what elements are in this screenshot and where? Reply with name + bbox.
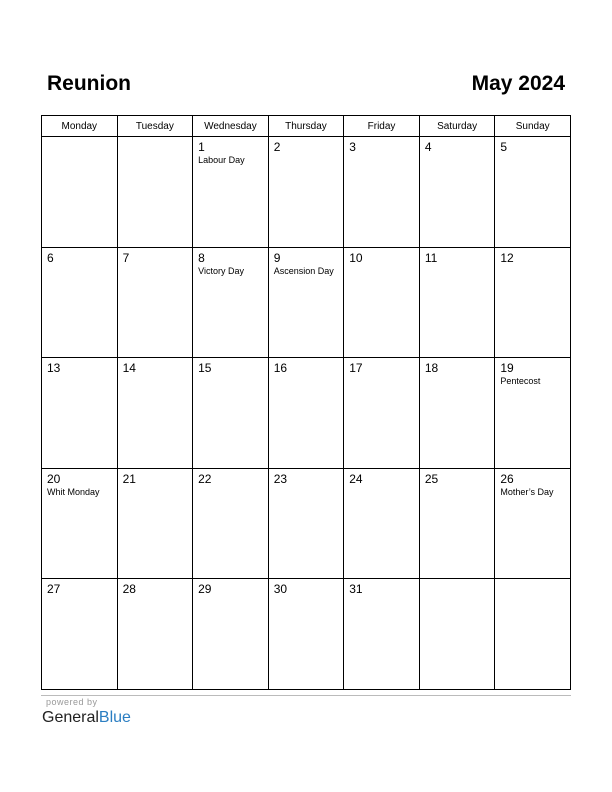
day-number: 21 [122, 471, 136, 486]
day-cell [344, 468, 420, 579]
day-cell [344, 579, 420, 690]
day-cell [419, 468, 495, 579]
day-cell [117, 247, 193, 358]
week-row [42, 468, 571, 579]
region-title: Reunion [47, 72, 131, 95]
day-cell [42, 358, 118, 469]
day-number: 22 [198, 471, 212, 486]
day-number: 28 [122, 582, 136, 596]
calendar-grid [41, 115, 571, 690]
day-cell [117, 137, 193, 248]
day-number: 15 [198, 361, 212, 375]
holiday-label: Whit Monday [47, 486, 100, 497]
day-cell [42, 137, 118, 248]
day-number: 8 [198, 250, 205, 265]
day-cell [419, 247, 495, 358]
day-cell [42, 247, 118, 358]
day-cell [193, 468, 269, 579]
day-cell [268, 579, 344, 690]
week-row [42, 247, 571, 358]
day-cell [193, 247, 269, 358]
day-cell [268, 358, 344, 469]
day-cell [419, 358, 495, 469]
day-number: 12 [500, 250, 514, 265]
day-number: 16 [273, 361, 288, 375]
day-number: 25 [424, 471, 439, 486]
day-cell [344, 137, 420, 248]
day-number: 19 [500, 361, 514, 375]
day-cell [419, 579, 495, 690]
day-number: 18 [424, 361, 439, 375]
day-cell [117, 468, 193, 579]
day-cell [344, 358, 420, 469]
day-cell [117, 579, 193, 690]
day-cell [193, 358, 269, 469]
holiday-label: Ascension Day [273, 265, 334, 276]
day-number: 1 [198, 140, 205, 154]
day-cell [193, 579, 269, 690]
day-cell [495, 137, 571, 248]
footer-divider [41, 695, 571, 696]
day-cell [268, 137, 344, 248]
day-cell [495, 579, 571, 690]
day-number: 10 [349, 250, 363, 265]
day-cell [193, 137, 269, 248]
weekday-header: Tuesday [117, 116, 193, 137]
day-cell [419, 137, 495, 248]
week-row [42, 137, 571, 248]
day-number: 30 [273, 582, 288, 596]
weekday-header: Sunday [495, 116, 571, 137]
day-number: 11 [424, 250, 438, 265]
day-cell [344, 247, 420, 358]
generalblue-logo[interactable] [42, 708, 131, 728]
day-number: 29 [198, 582, 212, 596]
day-number: 2 [273, 140, 281, 154]
day-number: 14 [122, 361, 136, 375]
day-cell [495, 358, 571, 469]
weekday-header: Saturday [419, 116, 495, 137]
weekday-header: Monday [42, 116, 118, 137]
day-cell [117, 358, 193, 469]
day-number: 23 [273, 471, 288, 486]
week-row [42, 358, 571, 469]
holiday-label: Victory Day [198, 265, 244, 276]
day-number: 4 [424, 140, 432, 154]
day-number: 31 [349, 582, 363, 596]
day-cell [495, 247, 571, 358]
day-number: 5 [500, 140, 508, 154]
logo-blue-text: Blue [98, 709, 131, 726]
week-row [42, 579, 571, 690]
day-number: 20 [47, 471, 61, 486]
holiday-label: Pentecost [500, 376, 541, 386]
day-number: 7 [122, 250, 130, 265]
day-number: 3 [349, 140, 356, 154]
day-cell [268, 468, 344, 579]
weekday-header-row [42, 116, 571, 137]
day-cell [495, 468, 571, 579]
weekday-header: Friday [344, 116, 420, 137]
weekday-header: Wednesday [193, 116, 269, 137]
day-number: 6 [47, 250, 54, 265]
day-number: 17 [349, 361, 363, 375]
day-number: 9 [273, 250, 281, 265]
day-cell [42, 468, 118, 579]
day-number: 24 [349, 471, 363, 486]
day-number: 13 [47, 361, 61, 375]
month-year-title: May 2024 [471, 72, 565, 95]
weekday-header: Thursday [268, 116, 344, 137]
holiday-label: Mother’s Day [500, 486, 554, 497]
powered-by-text: powered by [46, 697, 98, 707]
day-number: 26 [500, 471, 514, 486]
holiday-label: Labour Day [198, 155, 245, 165]
day-cell [42, 579, 118, 690]
day-cell [268, 247, 344, 358]
day-number: 27 [47, 582, 61, 596]
logo-general-text: General [42, 709, 99, 726]
